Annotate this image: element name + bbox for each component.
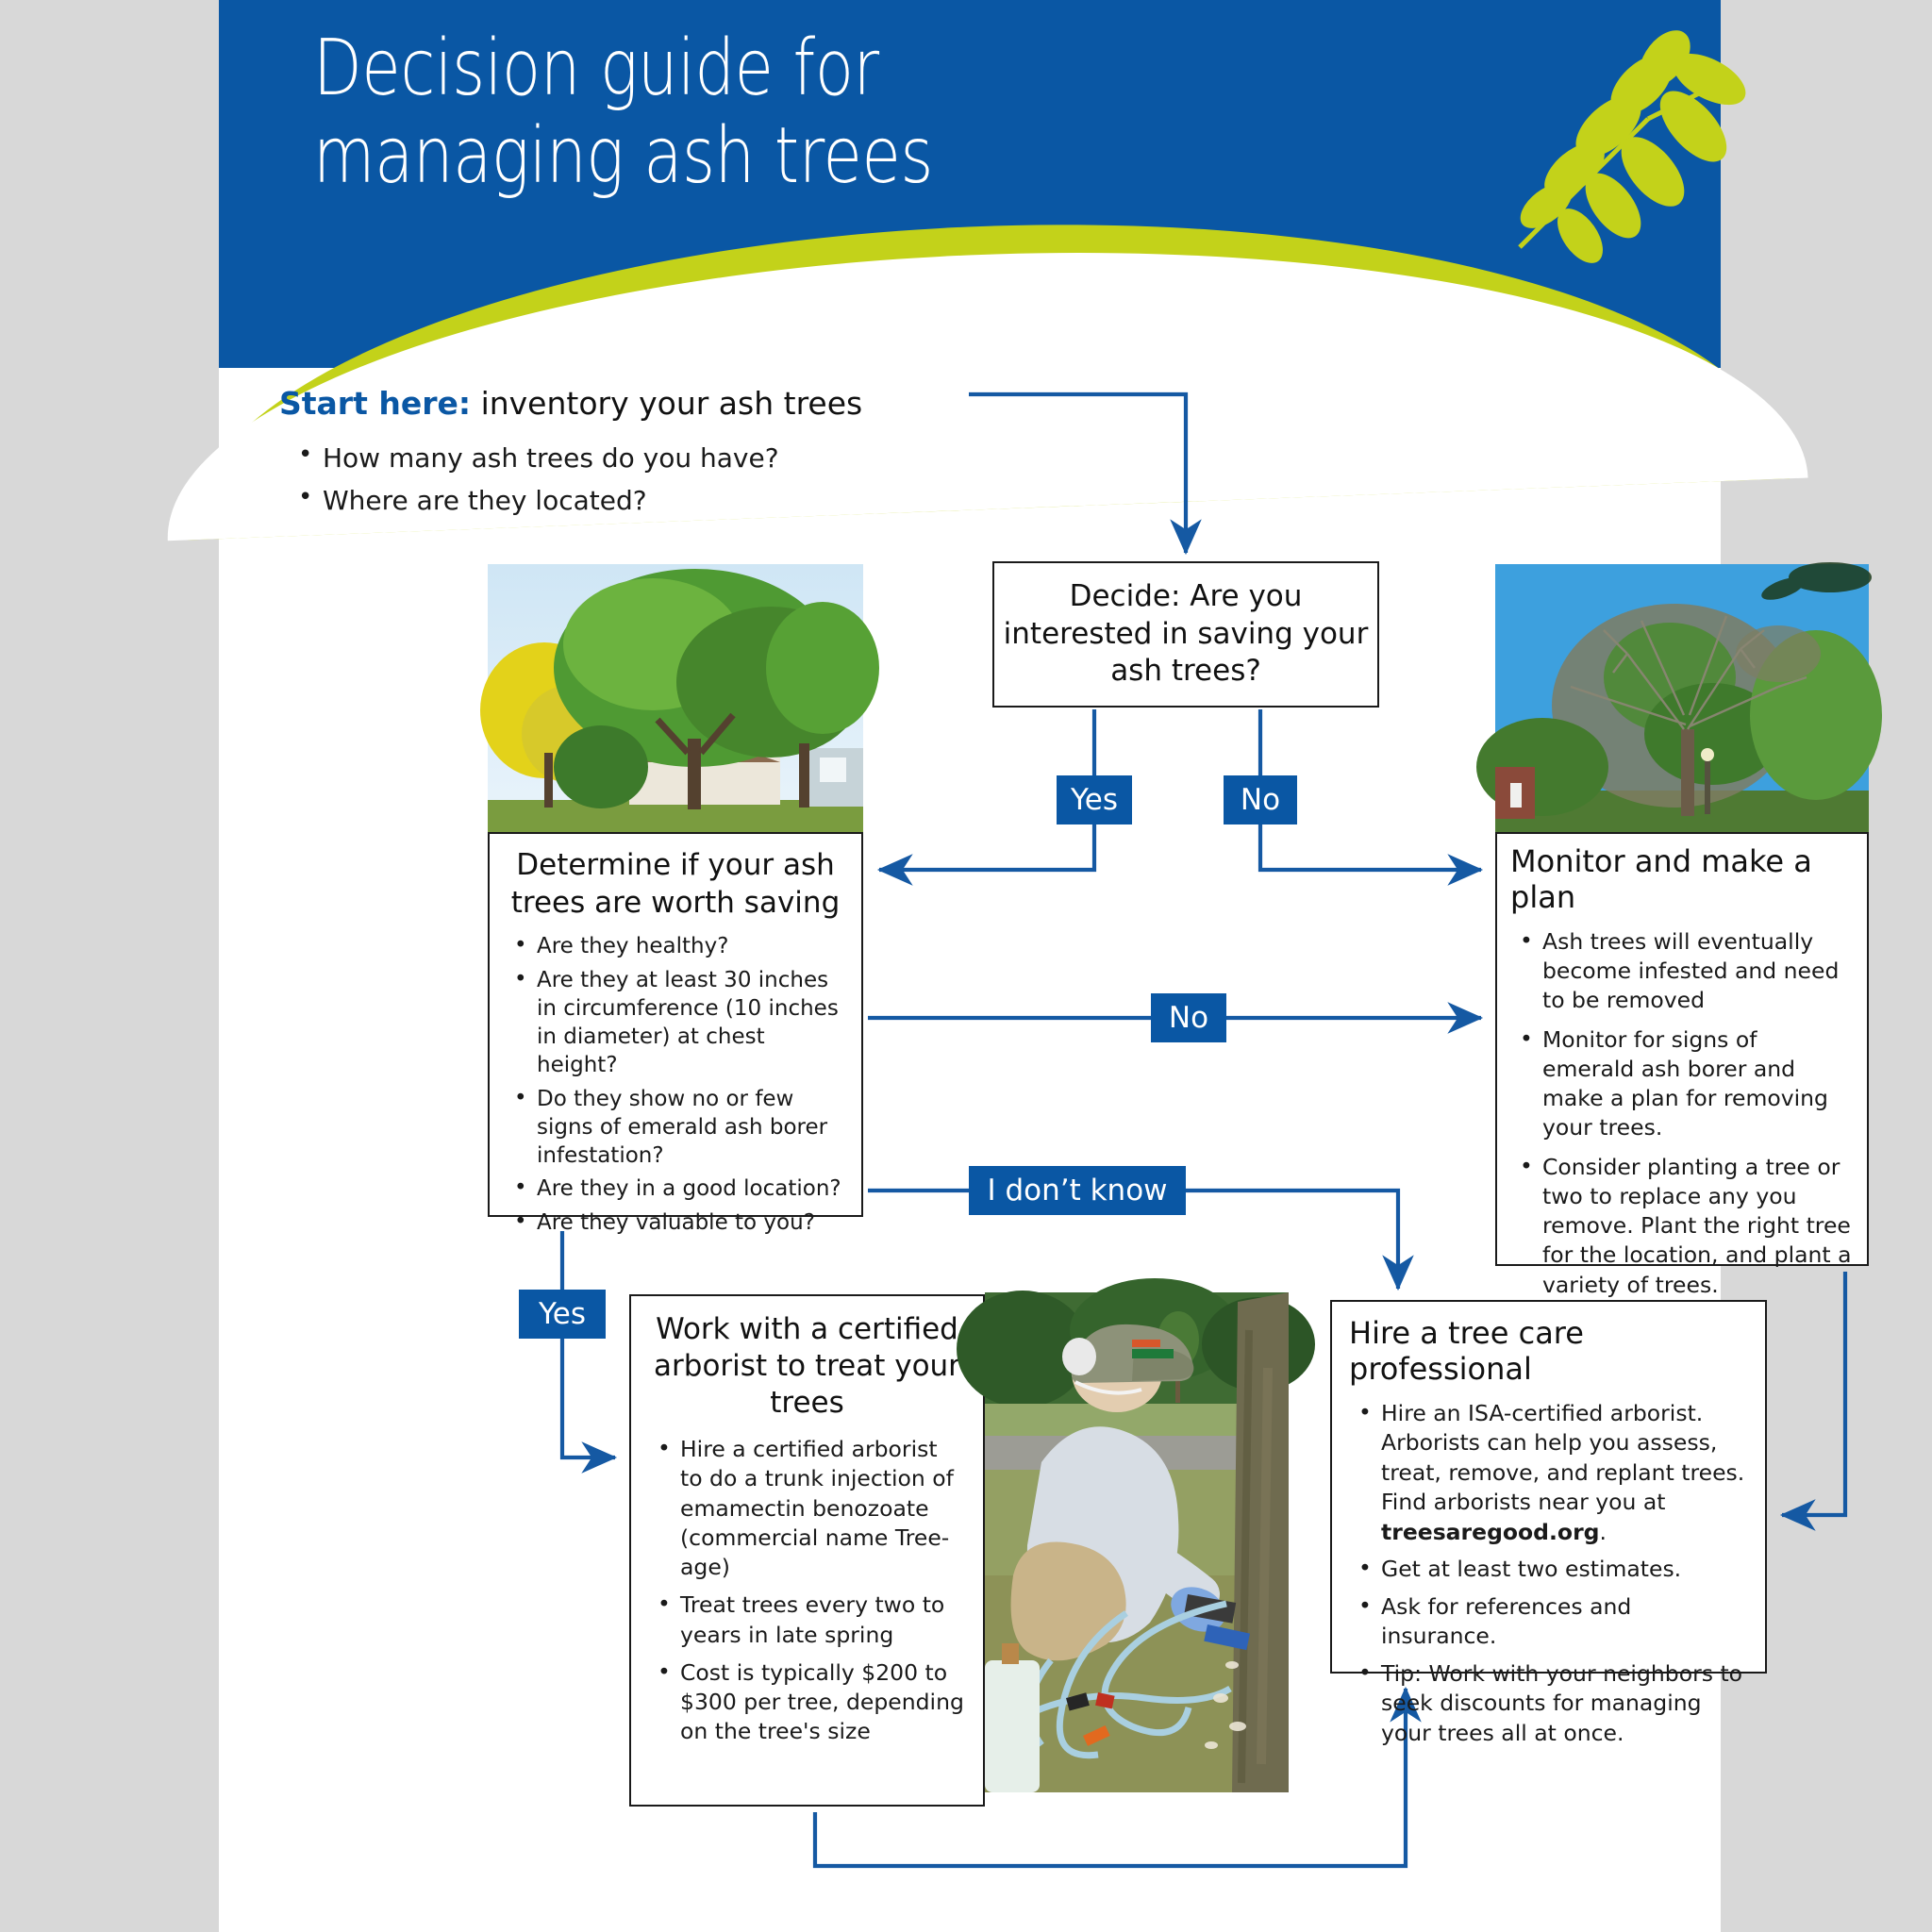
label-i-dont-know: I don’t know: [969, 1166, 1186, 1215]
arrow-no-to-monitor: [1260, 824, 1481, 870]
page-title-line1: Decision guide for: [313, 24, 879, 113]
start-here-label: Start here:: [279, 385, 472, 422]
arborist-injection-photo: [985, 1292, 1289, 1792]
arrow-start-to-decide: [969, 394, 1186, 553]
list-item: • How many ash trees do you have?: [279, 442, 996, 474]
list-item: • Are they valuable to you?: [505, 1209, 846, 1238]
hire-title: Hire a tree care professional: [1349, 1315, 1584, 1388]
arborist-title: Work with a certified arborist to treat your trees: [654, 1312, 960, 1421]
list-item: [1349, 1399, 1748, 1547]
label-no-saving: No: [1224, 775, 1297, 824]
list-item: • Are they healthy?: [505, 933, 846, 961]
page-title-line2: managing ash trees: [313, 111, 934, 202]
poster-page: [219, 0, 1852, 1932]
arborist-bullet-list: [648, 1435, 966, 1747]
monitor-bullet-list: [1510, 927, 1854, 1300]
hire-tree-care-professional-box: [1330, 1300, 1767, 1746]
monitor-title: Monitor and make a plan: [1510, 843, 1812, 916]
list-item: • Where are they located?: [279, 485, 996, 516]
list-item: • Tip: Work with your neighbors to seek discounts for managing your trees all at once.: [1349, 1659, 1748, 1748]
bullet-text-post: .: [1599, 1518, 1607, 1545]
list-item: • Are they in a good location?: [505, 1175, 846, 1204]
arrow-yes-to-determine: [879, 824, 1094, 870]
list-item: • Ask for references and insurance.: [1349, 1592, 1748, 1652]
determine-bullet-list: [505, 933, 846, 1238]
bullet-text: Hire an ISA-certified arborist. Arborists can help you assess, treat, remove, and replant trees. Find arborists near you at: [1381, 1399, 1745, 1516]
list-item: • Hire a certified arborist to do a trunk injection of emamectin benozoate (commercial name Tree-age): [648, 1435, 966, 1582]
hire-bullet-list: [1349, 1399, 1748, 1748]
label-no-worth-saving: No: [1151, 993, 1226, 1042]
start-here-rest: inventory your ash trees: [471, 385, 863, 422]
list-item: • Do they show no or few signs of emerald ash borer infestation?: [505, 1086, 846, 1171]
list-item: • Consider planting a tree or two to replace any you remove. Plant the right tree for the location, and plant a variety of trees.: [1510, 1153, 1854, 1300]
list-item: • Ash trees will eventually become infested and need to be removed: [1510, 927, 1854, 1016]
work-with-arborist-box: [629, 1294, 985, 1807]
list-item: • Cost is typically $200 to $300 per tree, depending on the tree's size: [648, 1658, 966, 1747]
list-item: • Monitor for signs of emerald ash borer and make a plan for removing your trees.: [1510, 1025, 1854, 1143]
determine-title: Determine if your ash trees are worth saving: [510, 848, 841, 920]
treesaregood-link[interactable]: treesaregood.org: [1381, 1518, 1600, 1545]
arrow-monitor-to-hire: [1782, 1272, 1845, 1515]
list-item: • Treat trees every two to years in late spring: [648, 1591, 966, 1650]
list-item: • Are they at least 30 inches in circumference (10 inches in diameter) at chest height?: [505, 967, 846, 1080]
monitor-make-plan-box: [1495, 832, 1869, 1298]
decision-box: [992, 561, 1379, 708]
arrow-idk-to-hire: [1186, 1191, 1398, 1289]
arrow-yes-to-arborist: [562, 1339, 615, 1457]
label-yes-worth-saving: Yes: [519, 1290, 606, 1339]
label-yes-saving: Yes: [1057, 775, 1132, 824]
list-item: • Get at least two estimates.: [1349, 1555, 1748, 1584]
decision-text: Decide: Are you interested in saving your ash trees?: [1003, 579, 1369, 689]
determine-worth-saving-box: [488, 832, 863, 1236]
